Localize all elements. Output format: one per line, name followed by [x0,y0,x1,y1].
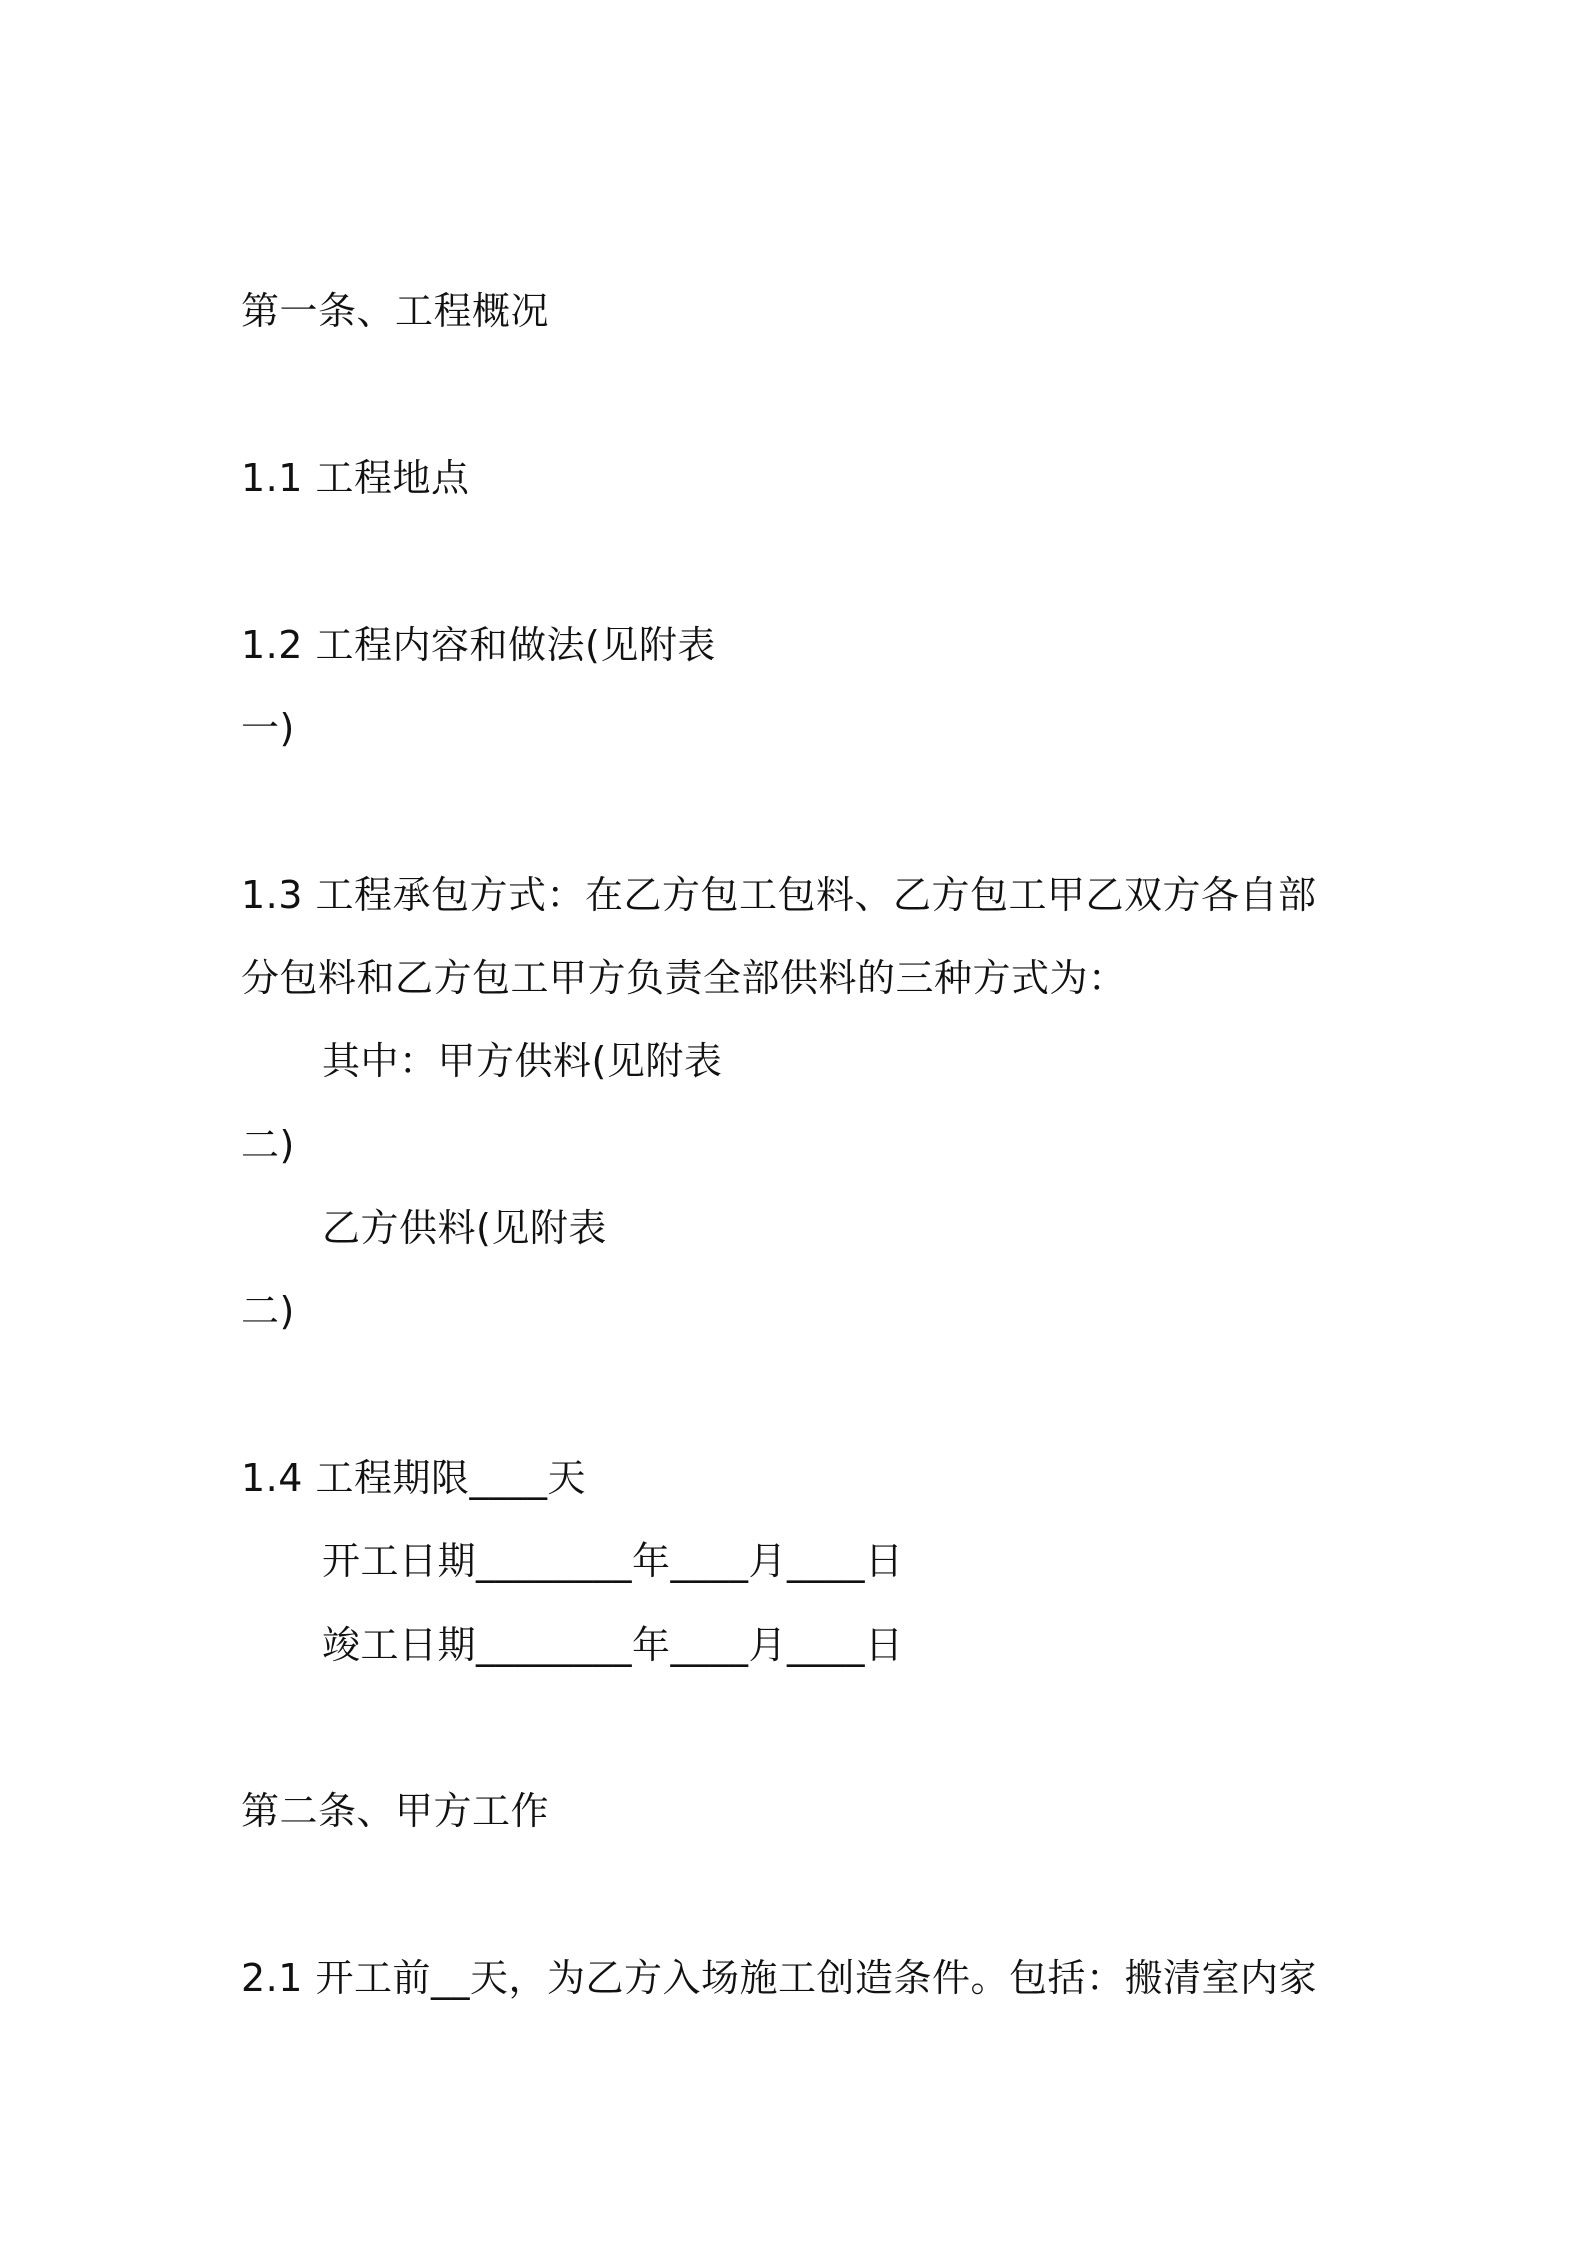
article-2-heading: 第二条、甲方工作 [241,1789,550,1833]
party-b-supply-line: 乙方供料(见附表 [322,1206,607,1250]
party-b-supply-continued: 二) [241,1289,295,1333]
clause-1-2: 1.2 工程内容和做法(见附表 [241,623,716,667]
start-date-line: 开工日期________年____月____日 [322,1539,904,1583]
completion-date-line: 竣工日期________年____月____日 [322,1623,904,1667]
article-1-heading: 第一条、工程概况 [241,289,550,333]
clause-1-2-continued: 一) [241,706,295,750]
clause-1-3: 1.3 工程承包方式：在乙方包工包料、乙方包工甲乙双方各自部 [241,873,1317,917]
party-a-supply-line: 其中：甲方供料(见附表 [322,1039,723,1083]
party-a-supply-continued: 二) [241,1123,295,1167]
clause-1-4: 1.4 工程期限____天 [241,1456,587,1500]
clause-2-1: 2.1 开工前__天，为乙方入场施工创造条件。包括：搬清室内家 [241,1956,1318,2000]
clause-1-1: 1.1 工程地点 [241,456,470,500]
clause-1-3-continued: 分包料和乙方包工甲方负责全部供料的三种方式为： [241,956,1127,1000]
